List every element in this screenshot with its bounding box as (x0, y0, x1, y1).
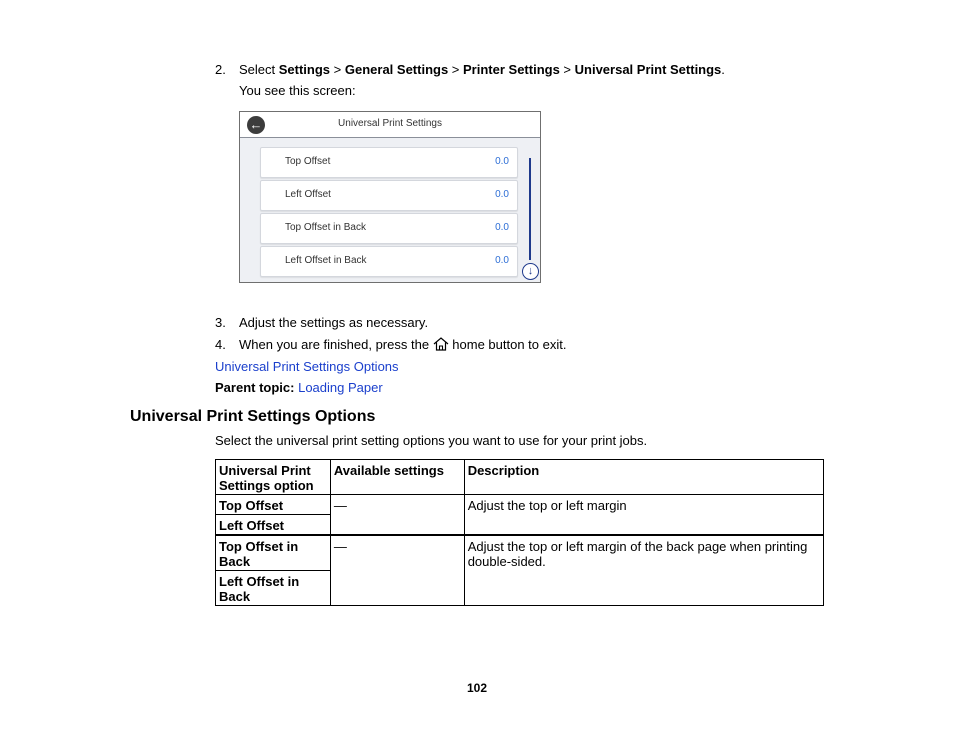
row-label: Left Offset in Back (285, 255, 367, 266)
row-label: Left Offset (285, 189, 331, 200)
screen-row-top-offset-in-back (260, 213, 518, 244)
menu-path-settings: Settings (278, 62, 331, 77)
screen-header (240, 112, 540, 138)
column-header-option: Universal Print Settings option (216, 460, 331, 495)
path-separator: > (559, 62, 575, 77)
row-value: 0.0 (495, 156, 509, 167)
section-heading: Universal Print Settings Options (130, 408, 376, 425)
row-value: 0.0 (495, 222, 509, 233)
section-intro: Select the universal print setting options you want to use for your print jobs. (215, 433, 648, 448)
path-separator: > (330, 62, 345, 77)
column-header-available: Available settings (330, 460, 464, 495)
step-text: Adjust the settings as necessary. (239, 315, 429, 330)
row-value: 0.0 (495, 255, 509, 266)
printer-screen-capture (239, 111, 541, 283)
table-row (216, 535, 824, 571)
parent-topic-label: Parent topic: (215, 380, 295, 395)
screen-row-top-offset (260, 147, 518, 178)
page-number: 102 (466, 681, 488, 695)
step-4 (215, 337, 566, 352)
step-2 (215, 62, 725, 77)
description-cell: Adjust the top or left margin of the back page when printing double-sided. (464, 535, 823, 606)
back-arrow-icon: ← (247, 116, 265, 134)
screen-row-left-offset-in-back (260, 246, 518, 277)
screen-row-left-offset (260, 180, 518, 211)
path-separator: > (448, 62, 464, 77)
step-3 (215, 315, 428, 330)
option-cell: Top Offset (216, 495, 331, 515)
step-number: 2. (215, 62, 226, 77)
table-row (216, 495, 824, 515)
option-cell: Left Offset (216, 515, 331, 536)
step-text: Select (239, 62, 279, 77)
row-label: Top Offset in Back (285, 222, 366, 233)
option-cell: Top Offset in Back (216, 535, 331, 571)
option-cell: Left Offset in Back (216, 571, 331, 606)
menu-path-printer-settings: Printer Settings (463, 62, 560, 77)
table-header-row (216, 460, 824, 495)
available-cell: — (330, 495, 464, 536)
step-2-subtext: You see this screen: (239, 83, 356, 98)
step-end: . (721, 62, 725, 77)
screen-title: Universal Print Settings (338, 118, 442, 129)
scroll-down-icon: ↓ (522, 263, 539, 280)
step-text: When you are finished, press the (239, 337, 433, 352)
step-text: home button to exit. (448, 337, 567, 352)
description-cell: Adjust the top or left margin (464, 495, 823, 536)
step-number: 4. (215, 337, 226, 352)
universal-print-settings-options-link[interactable]: Universal Print Settings Options (215, 359, 399, 374)
scrollbar (529, 158, 531, 260)
row-label: Top Offset (285, 156, 331, 167)
step-number: 3. (215, 315, 226, 330)
options-table (215, 459, 824, 606)
loading-paper-link[interactable]: Loading Paper (298, 380, 383, 395)
column-header-description: Description (464, 460, 823, 495)
parent-topic (215, 380, 383, 395)
row-value: 0.0 (495, 189, 509, 200)
menu-path-general-settings: General Settings (344, 62, 449, 77)
home-icon (433, 337, 449, 351)
menu-path-universal-print-settings: Universal Print Settings (574, 62, 722, 77)
available-cell: — (330, 535, 464, 606)
